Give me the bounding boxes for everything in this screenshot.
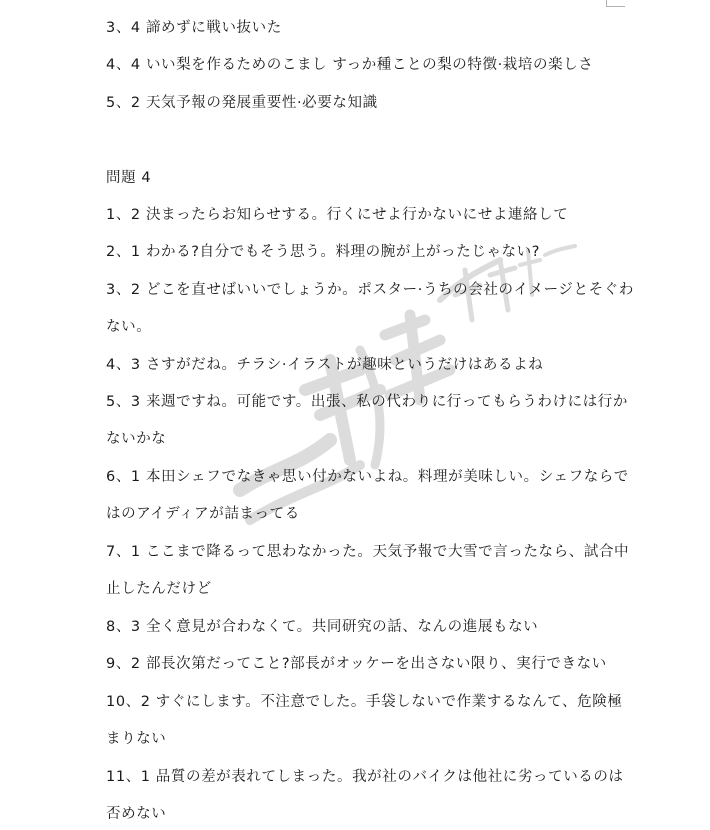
- answer-line: 7、1 ここまで降るって思わなかった。天気予報で大雪で言ったなら、試合中: [106, 544, 630, 560]
- answer-line-continued: ないかな: [106, 431, 167, 447]
- answer-line-continued: ない。: [106, 319, 152, 335]
- answer-line: 3、2 どこを直せばいいでしょうか。ポスター·うちの会社のイメージとそぐわ: [106, 282, 634, 298]
- answer-line: 2、1 わかる?自分でもそう思う。料理の腕が上がったじゃない?: [106, 244, 541, 260]
- page-corner-mark-left: [584, 0, 607, 6]
- answer-line-continued: まりない: [106, 731, 167, 747]
- answer-line-continued: 否めない: [106, 806, 167, 822]
- answer-line: 4、3 さすがだね。チラシ·イラストが趣味というだけはあるよね: [106, 357, 544, 373]
- answer-line: 1、2 決まったらお知らせする。行くにせよ行かないにせよ連絡して: [106, 207, 569, 223]
- answer-line: 10、2 すぐにします。不注意でした。手袋しないで作業するなんて、危険極: [106, 694, 623, 710]
- answer-line: 6、1 本田シェフでなきゃ思い付かないよね。料理が美味しい。シェフならで: [106, 469, 629, 485]
- answer-line: 3、4 諦めずに戦い抜いた: [106, 20, 282, 36]
- answer-line: 5、2 天気予報の発展重要性·必要な知識: [106, 95, 378, 111]
- answer-line: 5、3 来週ですね。可能です。出張、私の代わりに行ってもらうわけには行か: [106, 394, 628, 410]
- answer-line: 4、4 いい梨を作るためのこまし すっか種ことの梨の特徴·栽培の楽しさ: [106, 57, 594, 73]
- answer-line: 9、2 部長次第だってこと?部長がオッケーを出さない限り、実行できない: [106, 656, 607, 672]
- section-heading: 問題 4: [106, 170, 152, 186]
- answer-line: 11、1 品質の差が表れてしまった。我が社のバイクは他社に劣っているのは: [106, 769, 624, 785]
- answer-line: 8、3 全く意見が合わなくて。共同研究の話、なんの進展もない: [106, 619, 539, 635]
- page-corner-mark-right: [606, 0, 625, 7]
- answer-line-continued: はのアイディアが詰まってる: [106, 506, 300, 522]
- answer-line-continued: 止したんだけど: [106, 581, 212, 597]
